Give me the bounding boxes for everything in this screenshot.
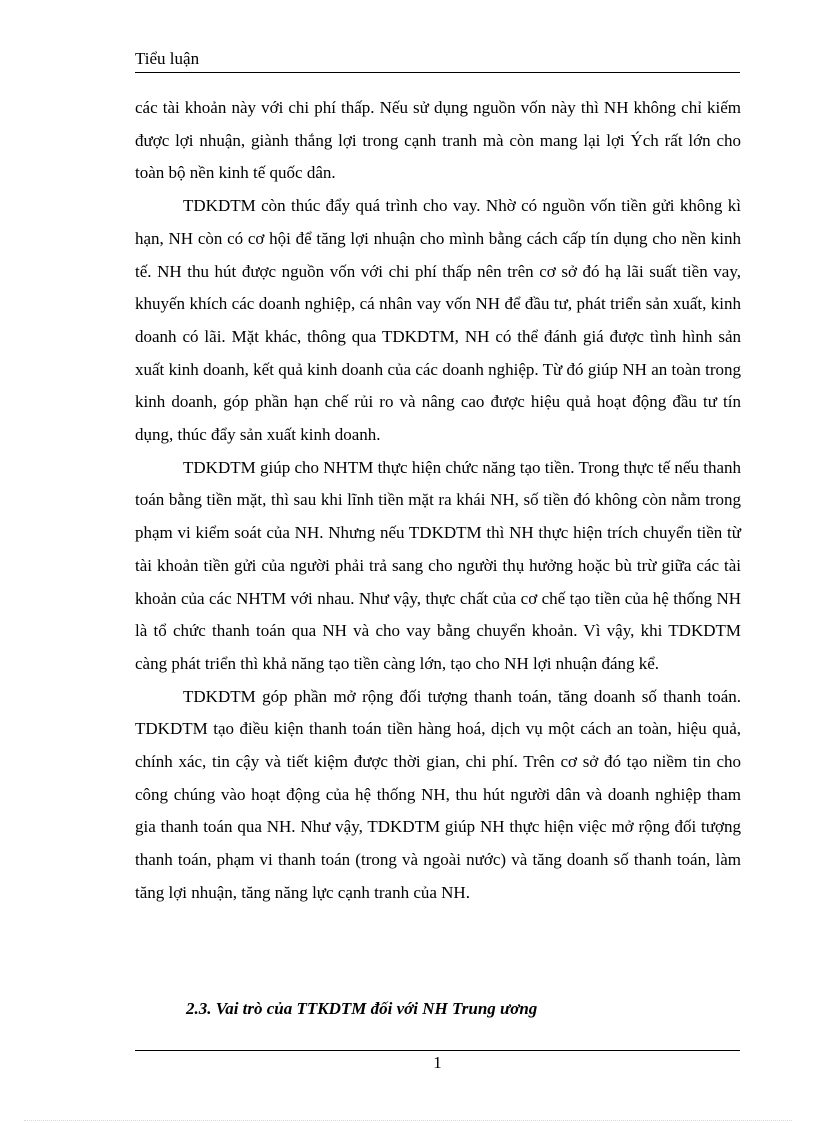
footer-divider bbox=[135, 1050, 740, 1051]
paragraph-payment-expansion: TDKDTM góp phần mở rộng đối tượng thanh toán, tăng doanh số thanh toán. TDKDTM tạo điều kiện thanh toán tiền hàng hoá, dịch vụ một cách an toàn, hiệu quả, chính xác, tin cậy và tiết kiệm được thời gian, chi phí. Trên cơ sở đó tạo niềm tin cho công chúng vào hoạt động của hệ thống NH, thu hút người dân và doanh nghiệp tham gia thanh toán qua NH. Như vậy, TDKDTM giúp NH thực hiện việc mở rộng đối tượng thanh toán, phạm vi thanh toán (trong và ngoài nước) và tăng doanh số thanh toán, làm tăng lợi nhuận, tăng năng lực cạnh tranh của NH. bbox=[135, 686, 741, 902]
paragraph-continuation: các tài khoản này với chi phí thấp. Nếu sử dụng nguồn vốn này thì NH không chỉ kiếm được lợi nhuận, giành thắng lợi trong cạnh tranh mà còn mang lại lợi Ých rất lớn cho toàn bộ nền kinh tế quốc dân. bbox=[135, 98, 741, 183]
paragraph-lending-role: TDKDTM còn thúc đẩy quá trình cho vay. Nhờ có nguồn vốn tiền gửi không kì hạn, NH còn có cơ hội để tăng lợi nhuận cho mình bằng cách cấp tín dụng cho nền kinh tế. NH thu hút được nguồn vốn với chi phí thấp nên trên cơ sở đó hạ lãi suất tiền vay, khuyến khích các doanh nghiệp, cá nhân vay vốn NH để đầu tư, phát triển sản xuất, kinh doanh có lãi. Mặt khác, thông qua TDKDTM, NH có thể đánh giá được tình hình sản xuất kinh doanh, kết quả kinh doanh của các doanh nghiệp. Từ đó giúp NH an toàn trong kinh doanh, góp phần hạn chế rủi ro và nâng cao được hiệu quả hoạt động đầu tư tín dụng, thúc đẩy sản xuất kinh doanh. bbox=[135, 196, 741, 445]
header-title: Tiểu luận bbox=[135, 49, 200, 68]
document-body bbox=[135, 92, 741, 910]
page-number: 1 bbox=[433, 1053, 442, 1072]
section-heading: 2.3. Vai trò của TTKDTM đối với NH Trung ương bbox=[186, 999, 538, 1018]
page-edge-divider bbox=[24, 1120, 792, 1121]
page-header bbox=[135, 48, 740, 73]
paragraph-money-creation: TDKDTM giúp cho NHTM thực hiện chức năng tạo tiền. Trong thực tế nếu thanh toán bằng tiền mặt, thì sau khi lĩnh tiền mặt ra khái NH, số tiền đó không còn nằm trong phạm vi kiểm soát của NH. Nhưng nếu TDKDTM thì NH thực hiện trích chuyển tiền từ tài khoản tiền gửi của người phải trả sang cho người thụ hưởng hoặc bù trừ giữa các tài khoản của các NHTM với nhau. Như vậy, thực chất của cơ chế tạo tiền của hệ thống NH là tổ chức thanh toán qua NH và cho vay bằng chuyển khoản. Vì vậy, khi TDKDTM càng phát triển thì khả năng tạo tiền càng lớn, tạo cho NH lợi nhuận đáng kể. bbox=[135, 457, 741, 673]
